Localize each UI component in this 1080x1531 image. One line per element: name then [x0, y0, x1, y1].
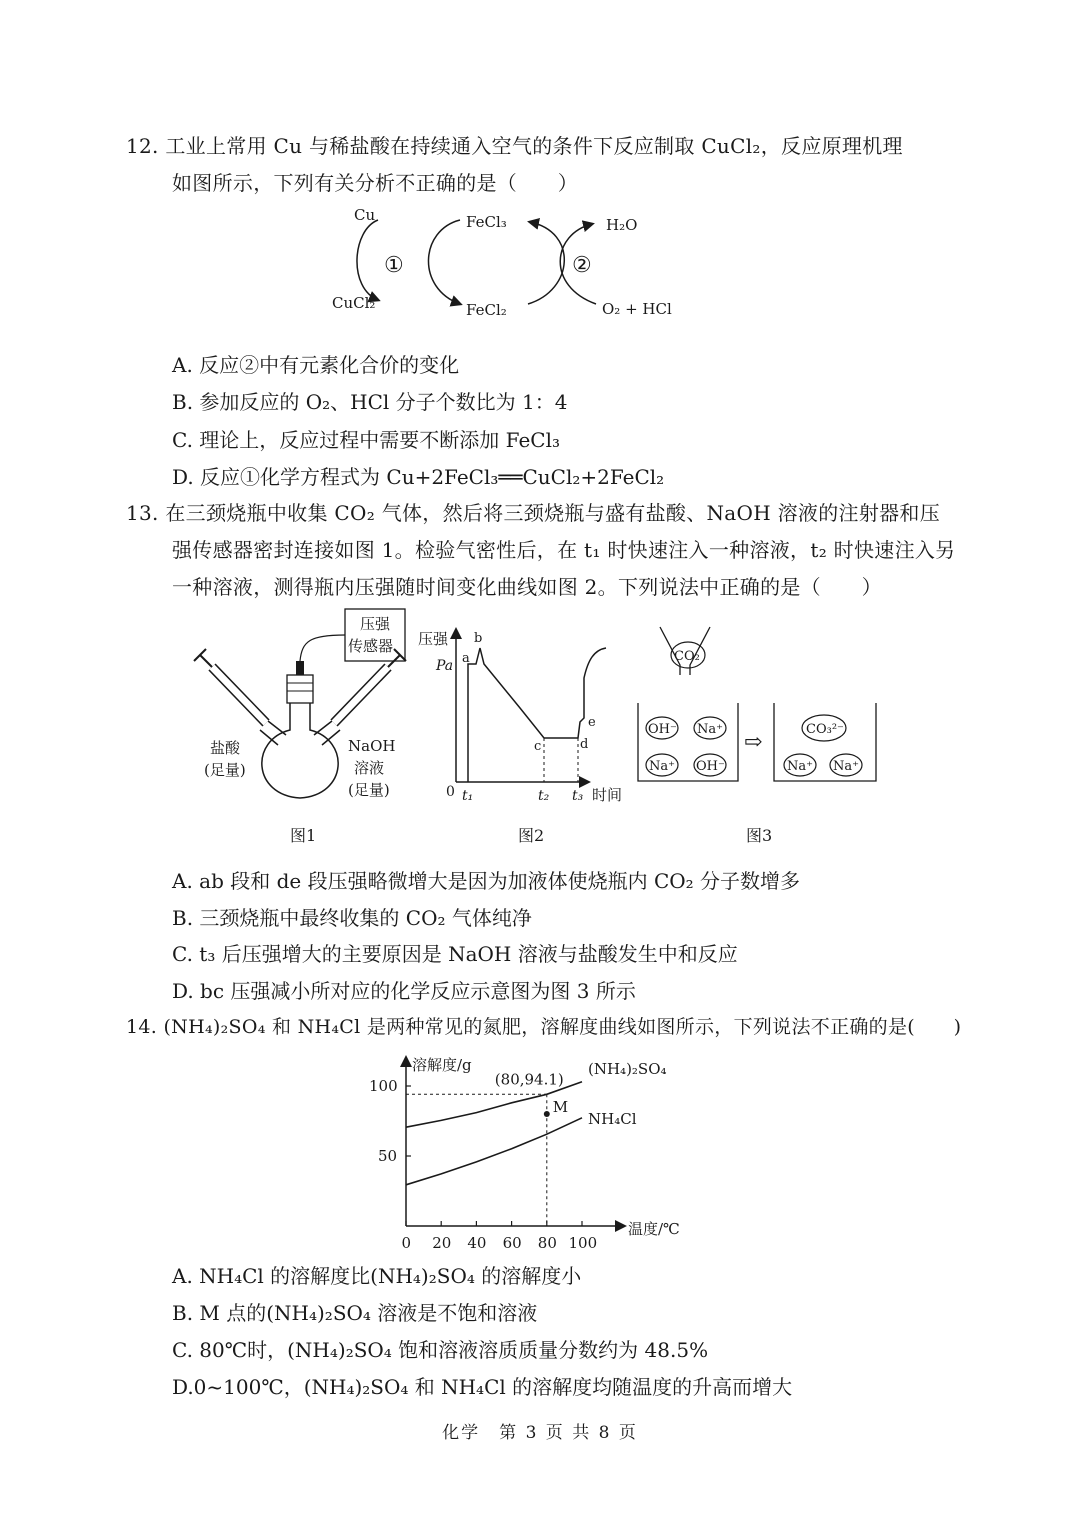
q13-figure3-particles	[630, 625, 890, 850]
point-a: a	[462, 651, 470, 666]
right-syringe-label-3: (足量)	[348, 781, 390, 799]
annotation-80-94-1: (80,94.1)	[494, 1070, 564, 1089]
sol-y-label: 溶解度/g	[412, 1056, 472, 1074]
syringe-left	[194, 649, 266, 723]
y-axis-label: 压强	[418, 630, 449, 648]
label-fecl2: FeCl₂	[466, 301, 507, 319]
x-tick-label: 40	[467, 1234, 487, 1252]
right-syringe-label-2: 溶液	[354, 759, 385, 777]
q12-option-b[interactable]: B. 参加反应的 O₂、HCl 分子个数比为 1：4	[172, 390, 568, 414]
sensor-probe	[296, 661, 304, 675]
q14-option-d[interactable]: D.0~100℃，(NH₄)₂SO₄ 和 NH₄Cl 的溶解度均随温度的升高而增大	[172, 1375, 793, 1399]
q14-option-b[interactable]: B. M 点的(NH₄)₂SO₄ 溶液是不饱和溶液	[172, 1301, 538, 1325]
stopper-center	[287, 675, 313, 703]
q12-stem-line2: 如图所示，下列有关分析不正确的是（ ）	[172, 171, 578, 195]
arrow-fecl3-to-fecl2	[428, 220, 460, 304]
q14-option-a[interactable]: A. NH₄Cl 的溶解度比(NH₄)₂SO₄ 的溶解度小	[172, 1264, 582, 1288]
x-tick-label: 20	[432, 1234, 452, 1252]
q14-option-c[interactable]: C. 80℃时，(NH₄)₂SO₄ 饱和溶液溶质质量分数约为 48.5%	[172, 1338, 709, 1362]
sol-x-label: 温度/℃	[628, 1220, 680, 1238]
label-h2o: H₂O	[606, 216, 638, 234]
q13-stem-line2: 强传感器密封连接如图 1。检验气密性后，在 t₁ 时快速注入一种溶液，t₂ 时快速注入另	[172, 538, 956, 562]
pa-label: Pa	[436, 658, 454, 674]
x-axis-label: 时间	[592, 786, 623, 804]
point-m	[544, 1111, 550, 1117]
series-label-nh4cl: NH₄Cl	[588, 1109, 637, 1128]
q13-stem-line3: 一种溶液，测得瓶内压强随时间变化曲线如图 2。下列说法中正确的是（ ）	[172, 575, 882, 599]
sensor-label-line2: 传感器	[348, 637, 394, 655]
series-line-nh4cl	[406, 1118, 582, 1185]
co3-ion: CO₃²⁻	[806, 722, 844, 737]
label-cucl2: CuCl₂	[332, 294, 376, 312]
q13-option-a[interactable]: A. ab 段和 de 段压强略微增大是因为加液体使烧瓶内 CO₂ 分子数增多	[172, 869, 801, 893]
left-syringe-label-1: 盐酸	[210, 739, 241, 757]
pressure-curve	[468, 648, 606, 782]
left-syringe-label-2: (足量)	[204, 761, 246, 779]
q13-option-d[interactable]: D. bc 压强减小所对应的化学反应示意图为图 3 所示	[172, 979, 636, 1003]
point-e: e	[588, 715, 596, 730]
oh-ion-1: OH⁻	[648, 722, 677, 737]
co2-label: CO₂	[674, 649, 700, 664]
x-tick-label: 0	[401, 1234, 412, 1252]
y-tick-label: 50	[378, 1147, 398, 1165]
label-reaction-2: ②	[572, 253, 592, 278]
label-o2-hcl: O₂ + HCl	[602, 300, 672, 318]
na-ion-2: Na⁺	[649, 759, 675, 774]
point-b: b	[474, 631, 483, 646]
figure2-caption: 图2	[518, 826, 545, 845]
three-neck-flask	[262, 703, 338, 798]
figure3-caption: 图3	[746, 826, 773, 845]
reaction-arrow: ⇨	[744, 730, 763, 755]
point-d: d	[580, 737, 589, 752]
label-m: M	[552, 1098, 569, 1116]
q12-option-a[interactable]: A. 反应②中有元素化合价的变化	[172, 353, 460, 377]
q13-option-c[interactable]: C. t₃ 后压强增大的主要原因是 NaOH 溶液与盐酸发生中和反应	[172, 942, 738, 966]
arrow-fecl2-to-fecl3	[528, 222, 564, 304]
sensor-wire	[300, 635, 345, 661]
q13-option-b[interactable]: B. 三颈烧瓶中最终收集的 CO₂ 气体纯净	[172, 906, 532, 930]
q13-figure1-apparatus	[190, 605, 420, 850]
arrow-cu-to-cucl2	[357, 220, 378, 300]
t3-label: t₃	[572, 788, 584, 804]
q12-option-d[interactable]: D. 反应①化学方程式为 Cu+2FeCl₃══CuCl₂+2FeCl₂	[172, 465, 665, 489]
origin-label: 0	[446, 784, 455, 800]
na-ion-3: Na⁺	[787, 759, 813, 774]
q14-solubility-chart	[360, 1050, 710, 1255]
q12-option-c[interactable]: C. 理论上，反应过程中需要不断添加 FeCl₃	[172, 428, 560, 452]
oh-ion-2: OH⁻	[696, 759, 725, 774]
q12-cycle-diagram	[320, 200, 700, 325]
label-fecl3: FeCl₃	[466, 213, 507, 231]
sensor-label-line1: 压强	[360, 615, 391, 633]
x-tick-label: 100	[568, 1234, 598, 1252]
figure1-caption: 图1	[290, 826, 317, 845]
y-tick-label: 100	[369, 1077, 398, 1095]
t1-label: t₁	[462, 788, 474, 804]
q13-stem-line1: 13. 在三颈烧瓶中收集 CO₂ 气体，然后将三颈烧瓶与盛有盐酸、NaOH 溶液的注射器和压	[126, 501, 941, 525]
label-reaction-1: ①	[384, 253, 404, 278]
na-ion-4: Na⁺	[833, 759, 859, 774]
right-syringe-label-1: NaOH	[348, 737, 396, 755]
t2-label: t₂	[538, 788, 550, 804]
series-label-nh4-2so4: (NH₄)₂SO₄	[588, 1059, 667, 1078]
page-footer: 化学 第 3 页 共 8 页	[442, 1423, 638, 1443]
q12-stem-line1: 12. 工业上常用 Cu 与稀盐酸在持续通入空气的条件下反应制取 CuCl₂，反应原理机理	[126, 134, 903, 158]
x-tick-label: 60	[502, 1234, 522, 1252]
q13-figure2-pressure-curve	[418, 620, 633, 850]
q14-stem: 14. (NH₄)₂SO₄ 和 NH₄Cl 是两种常见的氮肥，溶解度曲线如图所示，下列说法不正确的是( )	[126, 1016, 962, 1038]
na-ion-1: Na⁺	[697, 722, 723, 737]
label-cu: Cu	[354, 206, 376, 224]
point-c: c	[534, 739, 542, 754]
x-tick-label: 80	[537, 1234, 557, 1252]
